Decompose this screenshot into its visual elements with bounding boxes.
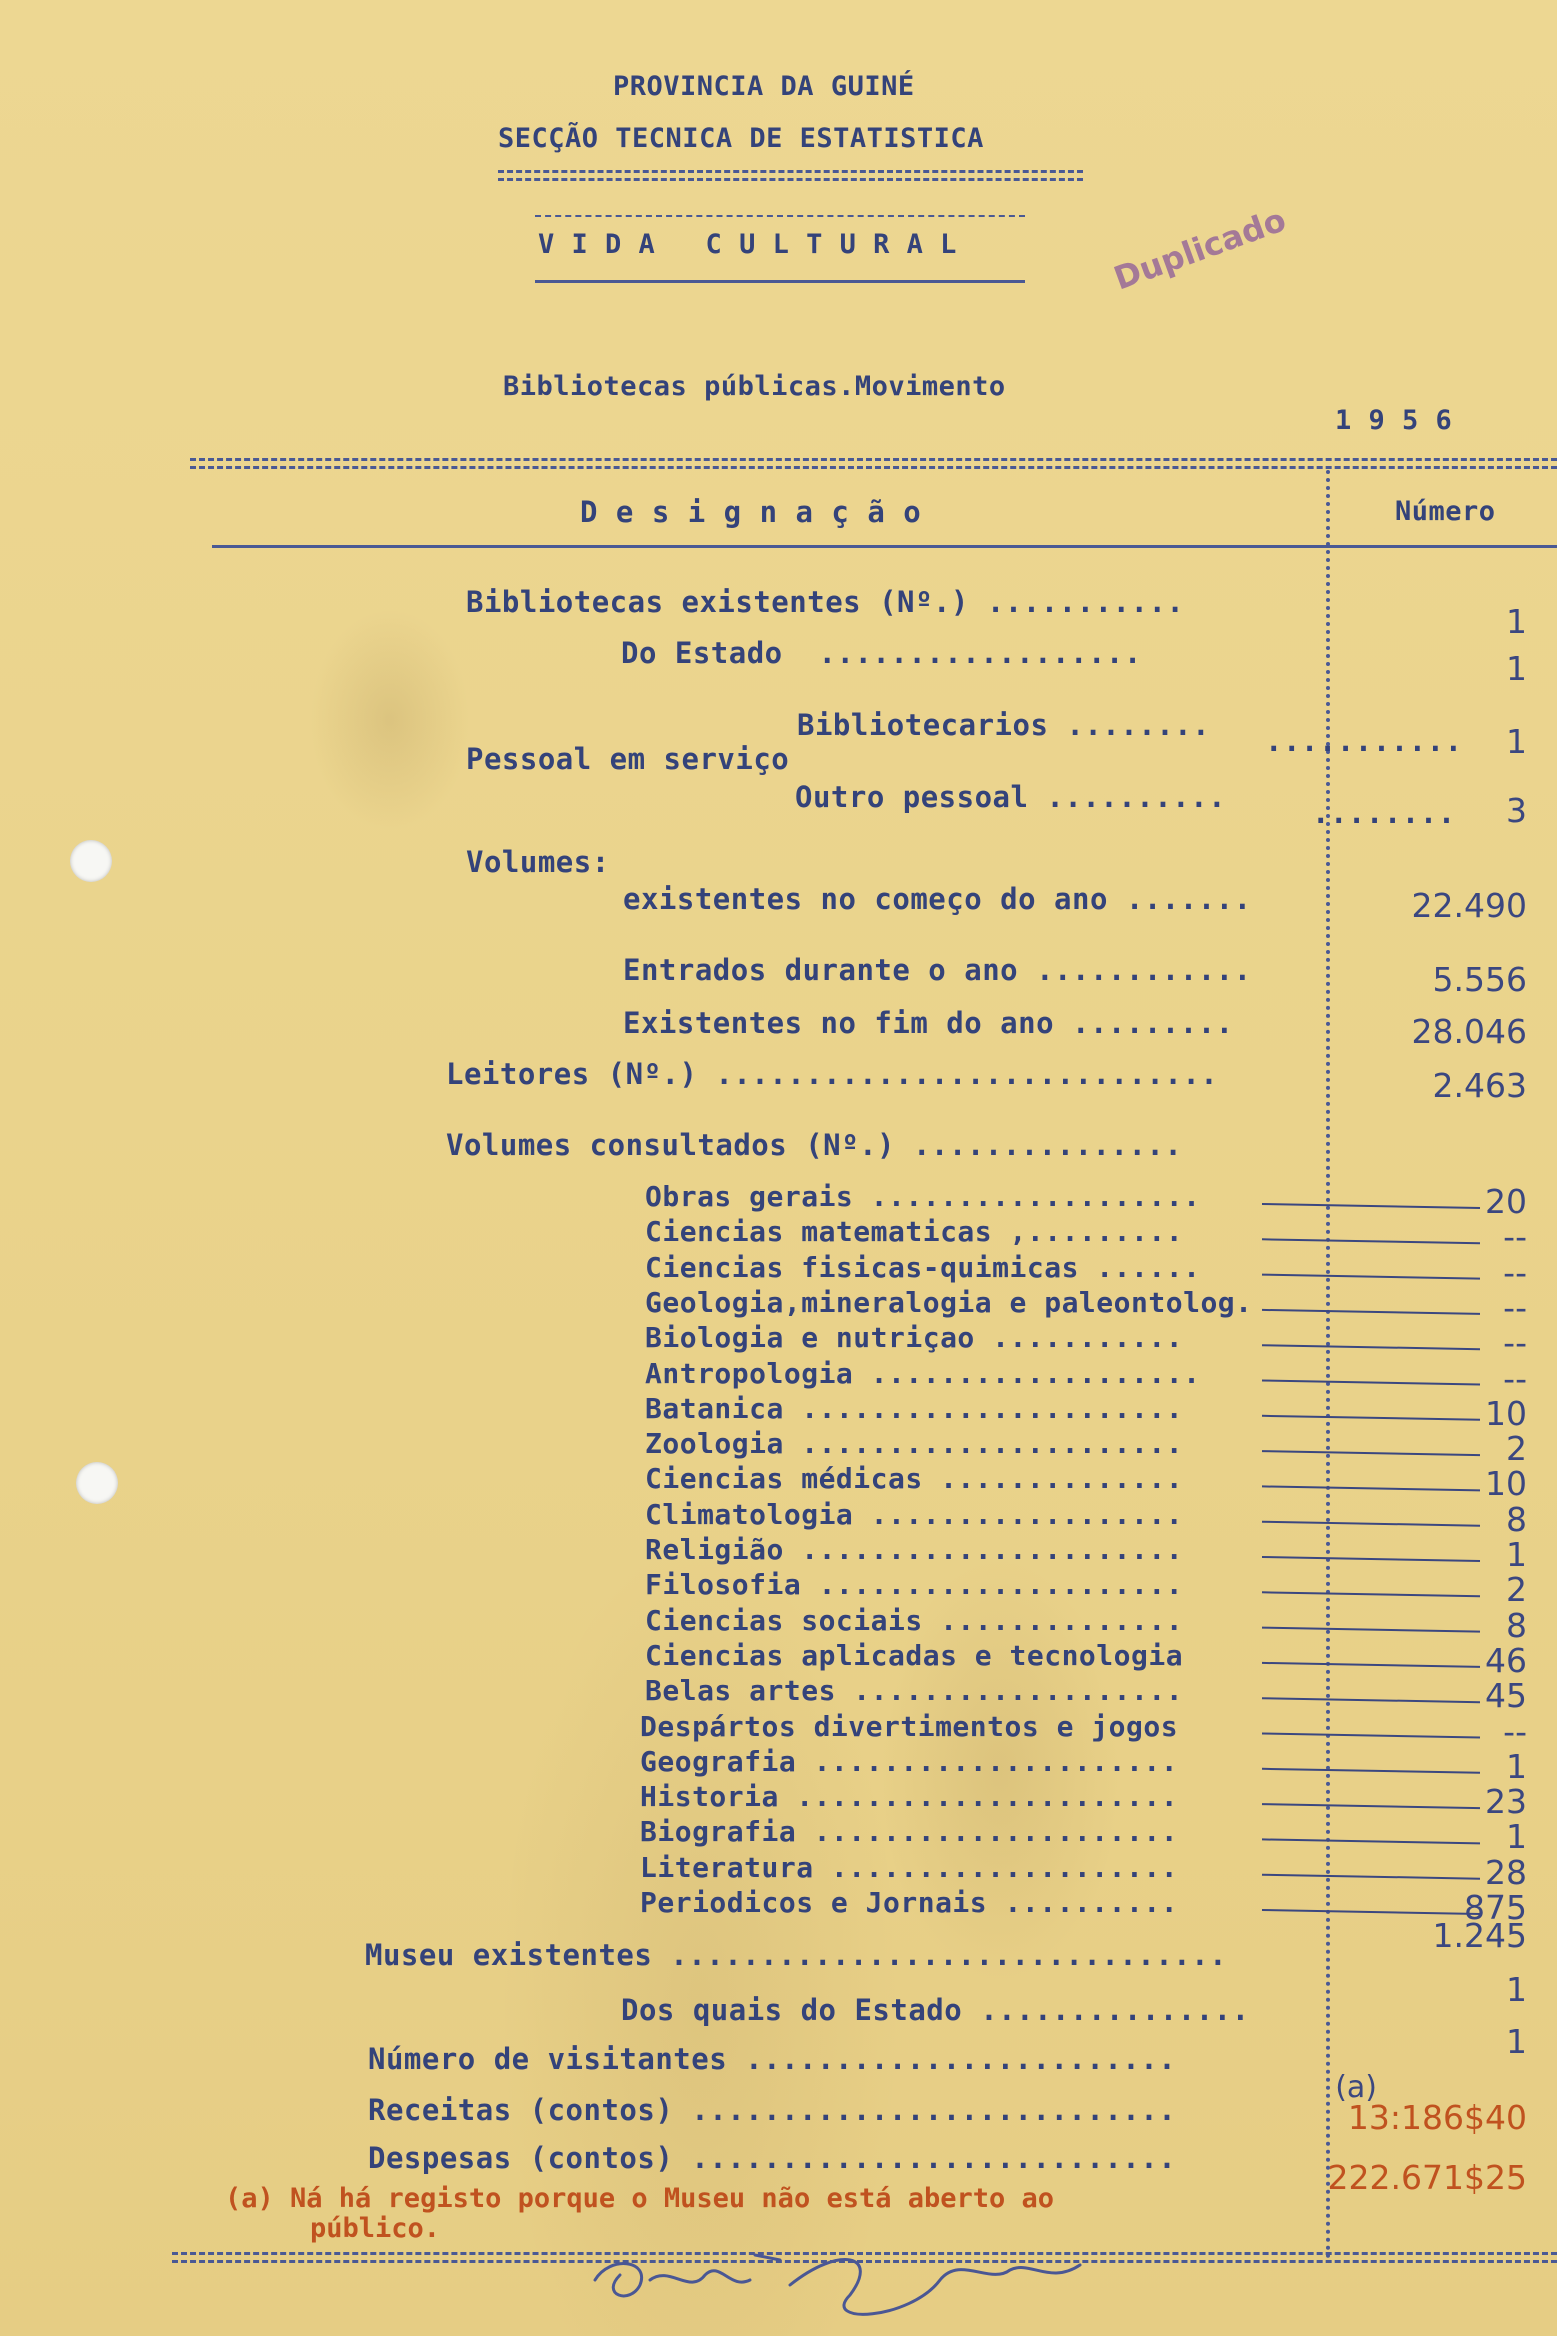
row-label-museu-estado: Dos quais do Estado ............... — [621, 1993, 1250, 2027]
row-label-do-estado: Do Estado .................. — [621, 636, 1142, 670]
table-subject: Bibliotecas públicas.Movimento — [503, 371, 1006, 402]
row-label-visitantes: Número de visitantes ........................ — [368, 2042, 1177, 2076]
row-label-receitas: Receitas (contos) ........................... — [368, 2093, 1177, 2127]
row-label-volumes: Volumes: — [466, 845, 610, 879]
header-section: SECÇÃO TECNICA DE ESTATISTICA — [498, 123, 984, 154]
category-value: -- — [1503, 1217, 1527, 1257]
category-value: 1 — [1506, 1746, 1527, 1786]
category-value: 23 — [1485, 1782, 1527, 1822]
row-value-despesas: 222.671$25 — [1327, 2158, 1527, 2197]
row-value-visitantes: (a) — [1335, 2070, 1377, 2105]
category-value: 2 — [1506, 1429, 1527, 1469]
category-value: 10 — [1485, 1393, 1527, 1433]
category-leader-line — [1262, 1628, 1480, 1632]
category-label: Ciencias sociais .............. — [645, 1603, 1184, 1637]
row-value-bibliotecas: 1 — [1506, 602, 1527, 641]
category-leader-line — [1262, 1345, 1480, 1349]
row-label-vol-entrados: Entrados durante o ano ............ — [623, 953, 1252, 987]
category-label: Historia ...................... — [640, 1780, 1179, 1814]
category-value: -- — [1503, 1358, 1527, 1398]
row-label-volumes-consultados: Volumes consultados (Nº.) ............... — [446, 1128, 1183, 1162]
category-leader-line — [1262, 1734, 1480, 1738]
row-label-bibliotecarios: Bibliotecarios ........ — [797, 708, 1211, 742]
row-value-vol-fim: 28.046 — [1411, 1012, 1527, 1051]
category-leader-line — [1262, 1769, 1480, 1773]
category-leader-line — [1262, 1557, 1480, 1561]
duplicado-stamp: Duplicado — [1108, 200, 1291, 298]
category-label: Despártos divertimentos e jogos — [640, 1709, 1179, 1743]
category-label: Biologia e nutriçao ........... — [645, 1321, 1184, 1355]
category-leader-line — [1262, 1522, 1480, 1526]
category-label: Literatura .................... — [640, 1850, 1179, 1884]
signature — [580, 2225, 1100, 2320]
category-value: 46 — [1485, 1640, 1527, 1680]
category-value: 8 — [1506, 1605, 1527, 1645]
category-leader-line — [1262, 1451, 1480, 1455]
section-title: V I D A C U L T U R A L — [538, 229, 957, 260]
category-label: Geologia,mineralogia e paleontolog. — [645, 1285, 1253, 1319]
category-value: -- — [1503, 1252, 1527, 1292]
category-label: Religião ...................... — [645, 1533, 1184, 1566]
category-label: Biografia ..................... — [640, 1815, 1179, 1849]
category-value: 1 — [1506, 1535, 1527, 1574]
category-label: Filosofia ..................... — [645, 1568, 1184, 1602]
row-value-do-estado: 1 — [1506, 649, 1527, 688]
category-label: Obras gerais ................... — [645, 1180, 1201, 1213]
row-label-vol-fim: Existentes no fim do ano ......... — [623, 1006, 1234, 1040]
category-value: -- — [1503, 1711, 1527, 1751]
category-label: Periodicos e Jornais .......... — [640, 1886, 1179, 1919]
footnote-line-1: (a) Ná há registo porque o Museu não está aberto ao — [225, 2183, 1055, 2214]
category-leader-line — [1262, 1275, 1480, 1279]
total-consultados: 1.245 — [1432, 1916, 1527, 1955]
row-value-receitas: 13:186$40 — [1347, 2098, 1527, 2137]
row-label-pessoal: Pessoal em serviço — [466, 742, 790, 776]
category-value: 1 — [1506, 1817, 1527, 1857]
category-leader-line — [1262, 1486, 1480, 1490]
category-value: 8 — [1506, 1499, 1527, 1539]
leader-dots: ........ — [1312, 796, 1456, 830]
category-leader-line — [1262, 1839, 1480, 1843]
category-leader-line — [1262, 1416, 1480, 1420]
column-header-numero: Número — [1395, 496, 1496, 527]
header-province: PROVINCIA DA GUINÉ — [613, 71, 915, 102]
category-label: Batanica ...................... — [645, 1391, 1184, 1425]
category-leader-line — [1262, 1663, 1480, 1667]
category-value: 28 — [1485, 1852, 1527, 1892]
category-label: Ciencias fisicas-quimicas ...... — [645, 1250, 1201, 1284]
category-leader-line — [1262, 1204, 1480, 1208]
category-label: Antropologia ................... — [645, 1356, 1201, 1390]
category-leader-line — [1262, 1875, 1480, 1879]
row-label-museu: Museu existentes ............................... — [365, 1938, 1228, 1972]
category-value: 10 — [1485, 1464, 1527, 1504]
category-value: 20 — [1485, 1182, 1527, 1221]
category-label: Belas artes ................... — [645, 1674, 1184, 1708]
row-label-outro-pessoal: Outro pessoal .......... — [795, 780, 1227, 814]
category-leader-line — [1262, 1804, 1480, 1808]
category-label: Ciencias matematicas ,......... — [645, 1215, 1184, 1249]
row-value-museu: 1 — [1506, 1970, 1527, 2009]
footnote-line-2: público. — [310, 2213, 441, 2244]
category-leader-line — [1262, 1910, 1480, 1914]
table-year: 1 9 5 6 — [1335, 405, 1453, 436]
category-leader-line — [1262, 1592, 1480, 1596]
row-value-vol-inicio: 22.490 — [1411, 886, 1527, 925]
row-label-vol-inicio: existentes no começo do ano ....... — [623, 882, 1252, 916]
category-value: -- — [1503, 1287, 1527, 1327]
category-label: Zoologia ...................... — [645, 1427, 1184, 1461]
category-value: 2 — [1506, 1570, 1527, 1610]
row-value-outro-pessoal: 3 — [1506, 791, 1527, 830]
category-leader-line — [1262, 1381, 1480, 1385]
category-leader-line — [1262, 1698, 1480, 1702]
category-label: Ciencias médicas .............. — [645, 1462, 1184, 1496]
row-label-despesas: Despesas (contos) ........................... — [368, 2141, 1177, 2175]
row-value-leitores: 2.463 — [1432, 1066, 1527, 1105]
category-label: Ciencias aplicadas e tecnologia — [645, 1638, 1184, 1672]
category-value: 45 — [1485, 1676, 1527, 1716]
category-value: -- — [1503, 1323, 1527, 1363]
category-leader-line — [1262, 1239, 1480, 1243]
row-value-bibliotecarios: 1 — [1506, 722, 1527, 761]
row-label-leitores: Leitores (Nº.) ............................ — [446, 1057, 1219, 1091]
row-value-vol-entrados: 5.556 — [1432, 960, 1527, 999]
category-label: Geografia ..................... — [640, 1744, 1179, 1778]
row-label-bibliotecas: Bibliotecas existentes (Nº.) ........... — [466, 585, 1185, 619]
category-leader-line — [1262, 1310, 1480, 1314]
leader-dots: ........... — [1265, 724, 1463, 758]
category-value: 875 — [1464, 1888, 1527, 1927]
row-value-museu-estado: 1 — [1506, 2022, 1527, 2061]
category-label: Climatologia .................. — [645, 1497, 1184, 1531]
column-header-designacao: D e s i g n a ç ã o — [580, 495, 922, 529]
